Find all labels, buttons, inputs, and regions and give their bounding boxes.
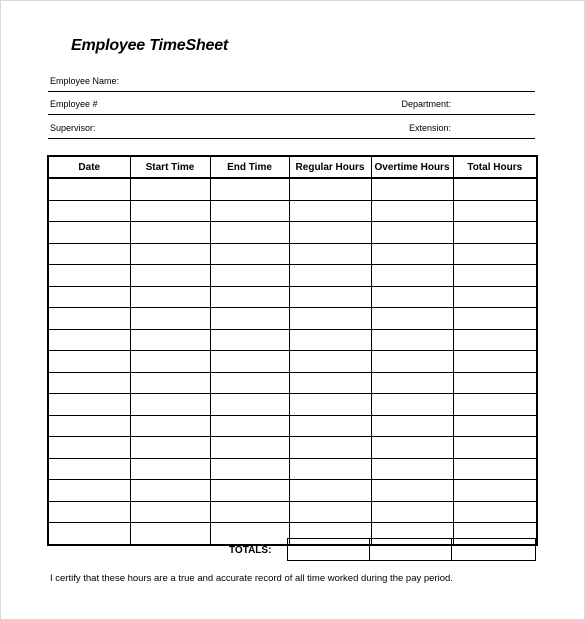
date-cell[interactable] [48, 437, 130, 459]
end-time-cell[interactable] [210, 329, 289, 351]
regular-hours-cell[interactable] [289, 351, 371, 373]
extension-label: Extension: [408, 123, 451, 133]
table-row [48, 372, 537, 394]
totals-overtime-hours-cell[interactable] [370, 539, 452, 561]
start-time-cell[interactable] [130, 437, 210, 459]
total-hours-cell[interactable] [453, 437, 537, 459]
end-time-cell[interactable] [210, 415, 289, 437]
table-row [48, 243, 537, 265]
table-row [48, 480, 537, 502]
date-cell[interactable] [48, 394, 130, 416]
overtime-hours-cell[interactable] [371, 222, 453, 244]
date-cell[interactable] [48, 329, 130, 351]
overtime-hours-cell[interactable] [371, 308, 453, 330]
table-row [48, 415, 537, 437]
regular-hours-cell[interactable] [289, 265, 371, 287]
end-time-cell[interactable] [210, 480, 289, 502]
date-cell[interactable] [48, 523, 130, 545]
start-time-cell[interactable] [130, 200, 210, 222]
start-time-cell[interactable] [130, 415, 210, 437]
totals-row [288, 539, 536, 561]
totals-total-hours-cell[interactable] [452, 539, 536, 561]
table-row [48, 329, 537, 351]
overtime-hours-cell[interactable] [371, 265, 453, 287]
overtime-hours-cell[interactable] [371, 372, 453, 394]
total-hours-cell[interactable] [453, 372, 537, 394]
col-header-end-time: End Time [210, 156, 289, 178]
employee-name-row[interactable] [48, 73, 535, 92]
table-row [48, 437, 537, 459]
overtime-hours-cell[interactable] [371, 351, 453, 373]
total-hours-cell[interactable] [453, 308, 537, 330]
date-cell[interactable] [48, 286, 130, 308]
department-label: Department: [401, 99, 451, 109]
start-time-cell[interactable] [130, 523, 210, 545]
col-header-start-time: Start Time [130, 156, 210, 178]
date-cell[interactable] [48, 480, 130, 502]
regular-hours-cell[interactable] [289, 200, 371, 222]
date-cell[interactable] [48, 351, 130, 373]
total-hours-cell[interactable] [453, 394, 537, 416]
table-row [48, 222, 537, 244]
overtime-hours-cell[interactable] [371, 329, 453, 351]
end-time-cell[interactable] [210, 372, 289, 394]
regular-hours-cell[interactable] [289, 480, 371, 502]
col-header-overtime-hours: Overtime Hours [371, 156, 453, 178]
regular-hours-cell[interactable] [289, 372, 371, 394]
start-time-cell[interactable] [130, 308, 210, 330]
regular-hours-cell[interactable] [289, 437, 371, 459]
totals-label: TOTALS: [229, 545, 272, 556]
total-hours-cell[interactable] [453, 178, 537, 200]
regular-hours-cell[interactable] [289, 329, 371, 351]
date-cell[interactable] [48, 308, 130, 330]
table-row [48, 308, 537, 330]
overtime-hours-cell[interactable] [371, 501, 453, 523]
start-time-cell[interactable] [130, 458, 210, 480]
start-time-cell[interactable] [130, 222, 210, 244]
start-time-cell[interactable] [130, 178, 210, 200]
date-cell[interactable] [48, 372, 130, 394]
total-hours-cell[interactable] [453, 243, 537, 265]
start-time-cell[interactable] [130, 480, 210, 502]
overtime-hours-cell[interactable] [371, 415, 453, 437]
table-row [48, 265, 537, 287]
table-row [48, 394, 537, 416]
end-time-cell[interactable] [210, 394, 289, 416]
total-hours-cell[interactable] [453, 458, 537, 480]
total-hours-cell[interactable] [453, 222, 537, 244]
col-header-date: Date [48, 156, 130, 178]
employee-number-label: Employee # [50, 99, 98, 109]
regular-hours-cell[interactable] [289, 178, 371, 200]
total-hours-cell[interactable] [453, 265, 537, 287]
end-time-cell[interactable] [210, 200, 289, 222]
end-time-cell[interactable] [210, 243, 289, 265]
regular-hours-cell[interactable] [289, 415, 371, 437]
table-row [48, 458, 537, 480]
date-cell[interactable] [48, 265, 130, 287]
overtime-hours-cell[interactable] [371, 394, 453, 416]
end-time-cell[interactable] [210, 351, 289, 373]
regular-hours-cell[interactable] [289, 222, 371, 244]
start-time-cell[interactable] [130, 394, 210, 416]
regular-hours-cell[interactable] [289, 501, 371, 523]
page-title: Employee TimeSheet [71, 37, 229, 54]
start-time-cell[interactable] [130, 351, 210, 373]
overtime-hours-cell[interactable] [371, 480, 453, 502]
supervisor-row[interactable] [48, 120, 535, 139]
end-time-cell[interactable] [210, 222, 289, 244]
date-cell[interactable] [48, 178, 130, 200]
date-cell[interactable] [48, 200, 130, 222]
end-time-cell[interactable] [210, 523, 289, 545]
total-hours-cell[interactable] [453, 286, 537, 308]
table-row [48, 178, 537, 200]
date-cell[interactable] [48, 243, 130, 265]
regular-hours-cell[interactable] [289, 243, 371, 265]
end-time-cell[interactable] [210, 178, 289, 200]
start-time-cell[interactable] [130, 286, 210, 308]
table-row [48, 286, 537, 308]
end-time-cell[interactable] [210, 501, 289, 523]
start-time-cell[interactable] [130, 372, 210, 394]
end-time-cell[interactable] [210, 286, 289, 308]
col-header-total-hours: Total Hours [453, 156, 537, 178]
employee-number-row[interactable] [48, 96, 535, 115]
total-hours-cell[interactable] [453, 329, 537, 351]
table-header-row [48, 156, 537, 178]
overtime-hours-cell[interactable] [371, 437, 453, 459]
overtime-hours-cell[interactable] [371, 178, 453, 200]
regular-hours-cell[interactable] [289, 458, 371, 480]
total-hours-cell[interactable] [453, 351, 537, 373]
end-time-cell[interactable] [210, 437, 289, 459]
end-time-cell[interactable] [210, 308, 289, 330]
regular-hours-cell[interactable] [289, 394, 371, 416]
date-cell[interactable] [48, 415, 130, 437]
totals-table [287, 538, 536, 561]
date-cell[interactable] [48, 458, 130, 480]
regular-hours-cell[interactable] [289, 286, 371, 308]
total-hours-cell[interactable] [453, 480, 537, 502]
total-hours-cell[interactable] [453, 200, 537, 222]
totals-regular-hours-cell[interactable] [288, 539, 370, 561]
total-hours-cell[interactable] [453, 415, 537, 437]
col-header-regular-hours: Regular Hours [289, 156, 371, 178]
employee-name-label: Employee Name: [50, 76, 120, 86]
regular-hours-cell[interactable] [289, 308, 371, 330]
overtime-hours-cell[interactable] [371, 458, 453, 480]
total-hours-cell[interactable] [453, 501, 537, 523]
start-time-cell[interactable] [130, 501, 210, 523]
date-cell[interactable] [48, 501, 130, 523]
start-time-cell[interactable] [130, 329, 210, 351]
start-time-cell[interactable] [130, 243, 210, 265]
table-row [48, 200, 537, 222]
table-row [48, 351, 537, 373]
timesheet-table [47, 155, 538, 546]
supervisor-label: Supervisor: [50, 123, 96, 133]
overtime-hours-cell[interactable] [371, 200, 453, 222]
date-cell[interactable] [48, 222, 130, 244]
overtime-hours-cell[interactable] [371, 286, 453, 308]
start-time-cell[interactable] [130, 265, 210, 287]
table-row [48, 501, 537, 523]
end-time-cell[interactable] [210, 458, 289, 480]
overtime-hours-cell[interactable] [371, 243, 453, 265]
certification-text: I certify that these hours are a true and accurate record of all time worked during the pay period. [50, 573, 453, 584]
end-time-cell[interactable] [210, 265, 289, 287]
